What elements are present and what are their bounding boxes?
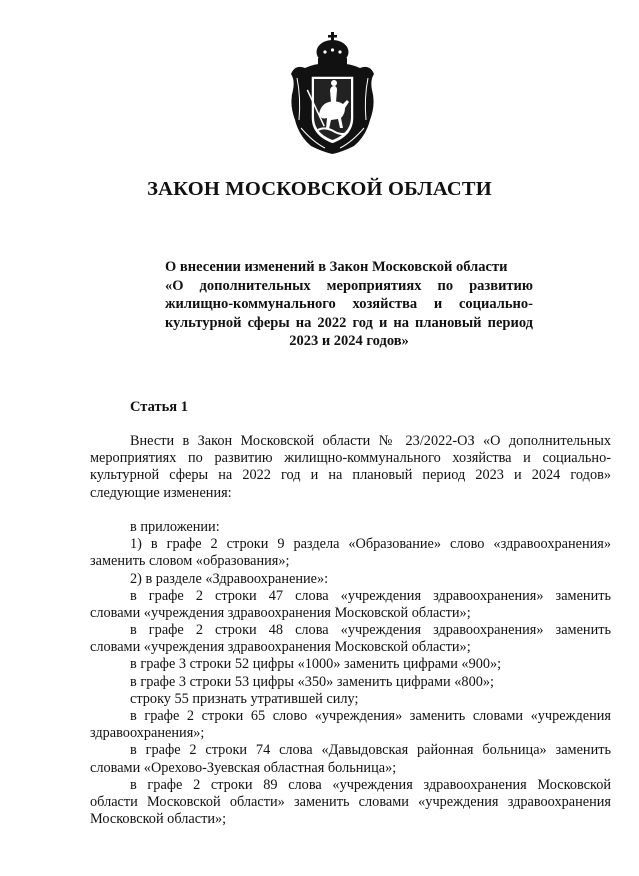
- body-line: в графе 2 строки 65 слово «учреждения» заменить словами «учреждения: [130, 708, 611, 724]
- subject-line: культурной сферы на 2022 год и на плановый период: [165, 314, 533, 331]
- subject-line: «О дополнительных мероприятиях по развитию: [165, 277, 533, 294]
- subject-line: жилищно-коммунального хозяйства и социально-: [165, 296, 533, 312]
- body-line: заменить словом «образования»;: [90, 553, 290, 570]
- body-line: культурной сферы на 2022 год и на плановый период 2023 и 2024 годов»: [90, 467, 611, 484]
- law-subject: [165, 258, 533, 351]
- body-line: строку 55 признать утратившей силу;: [130, 690, 359, 707]
- body-line: в графе 2 строки 48 слова «учреждения здравоохранения» заменить: [130, 622, 611, 639]
- body-line: словами «учреждения здравоохранения Московской области»;: [90, 604, 471, 621]
- body-line: в графе 2 строки 89 слова «учреждения здравоохранения Московской: [130, 776, 611, 793]
- body-line: следующие изменения:: [90, 484, 232, 501]
- body-line: здравоохранения»;: [90, 725, 205, 742]
- article-heading: Статья 1: [130, 399, 188, 415]
- subject-line: О внесении изменений в Закон Московской области: [165, 259, 508, 275]
- body-line: в приложении:: [130, 518, 220, 535]
- body-line: словами «учреждения здравоохранения Московской области»;: [90, 639, 471, 656]
- body-line: в графе 3 строки 52 цифры «1000» заменить цифрами «900»;: [130, 656, 502, 673]
- subject-line: 2023 и 2024 годов»: [289, 333, 409, 349]
- body-line: в графе 2 строки 74 слова «Давыдовская районная больница» заменить: [130, 742, 611, 759]
- document-title: ЗАКОН МОСКОВСКОЙ ОБЛАСТИ: [147, 178, 492, 200]
- body-line: 2) в разделе «Здравоохранение»:: [130, 570, 329, 587]
- body-line: Внести в Закон Московской области № 23/2022-ОЗ «О дополнительных: [130, 433, 611, 449]
- article-body: [90, 433, 611, 828]
- body-line: Московской области»;: [90, 811, 227, 828]
- body-line: в графе 3 строки 53 цифры «350» заменить цифрами «800»;: [130, 673, 494, 690]
- body-line: мероприятиях по развитию жилищно-коммунального хозяйства и социально-: [90, 450, 611, 467]
- body-line: 1) в графе 2 строки 9 раздела «Образование» слово «здравоохранения»: [130, 536, 611, 553]
- body-line: словами «Орехово-Зуевская областная больница»;: [90, 759, 397, 776]
- moscow-oblast-coat-of-arms-icon: [285, 28, 380, 158]
- body-line: в графе 2 строки 47 слова «учреждения здравоохранения» заменить: [130, 587, 611, 604]
- paragraph-gap: [90, 502, 611, 519]
- body-line: области Московской области» заменить словами «учреждения здравоохранения: [90, 793, 611, 810]
